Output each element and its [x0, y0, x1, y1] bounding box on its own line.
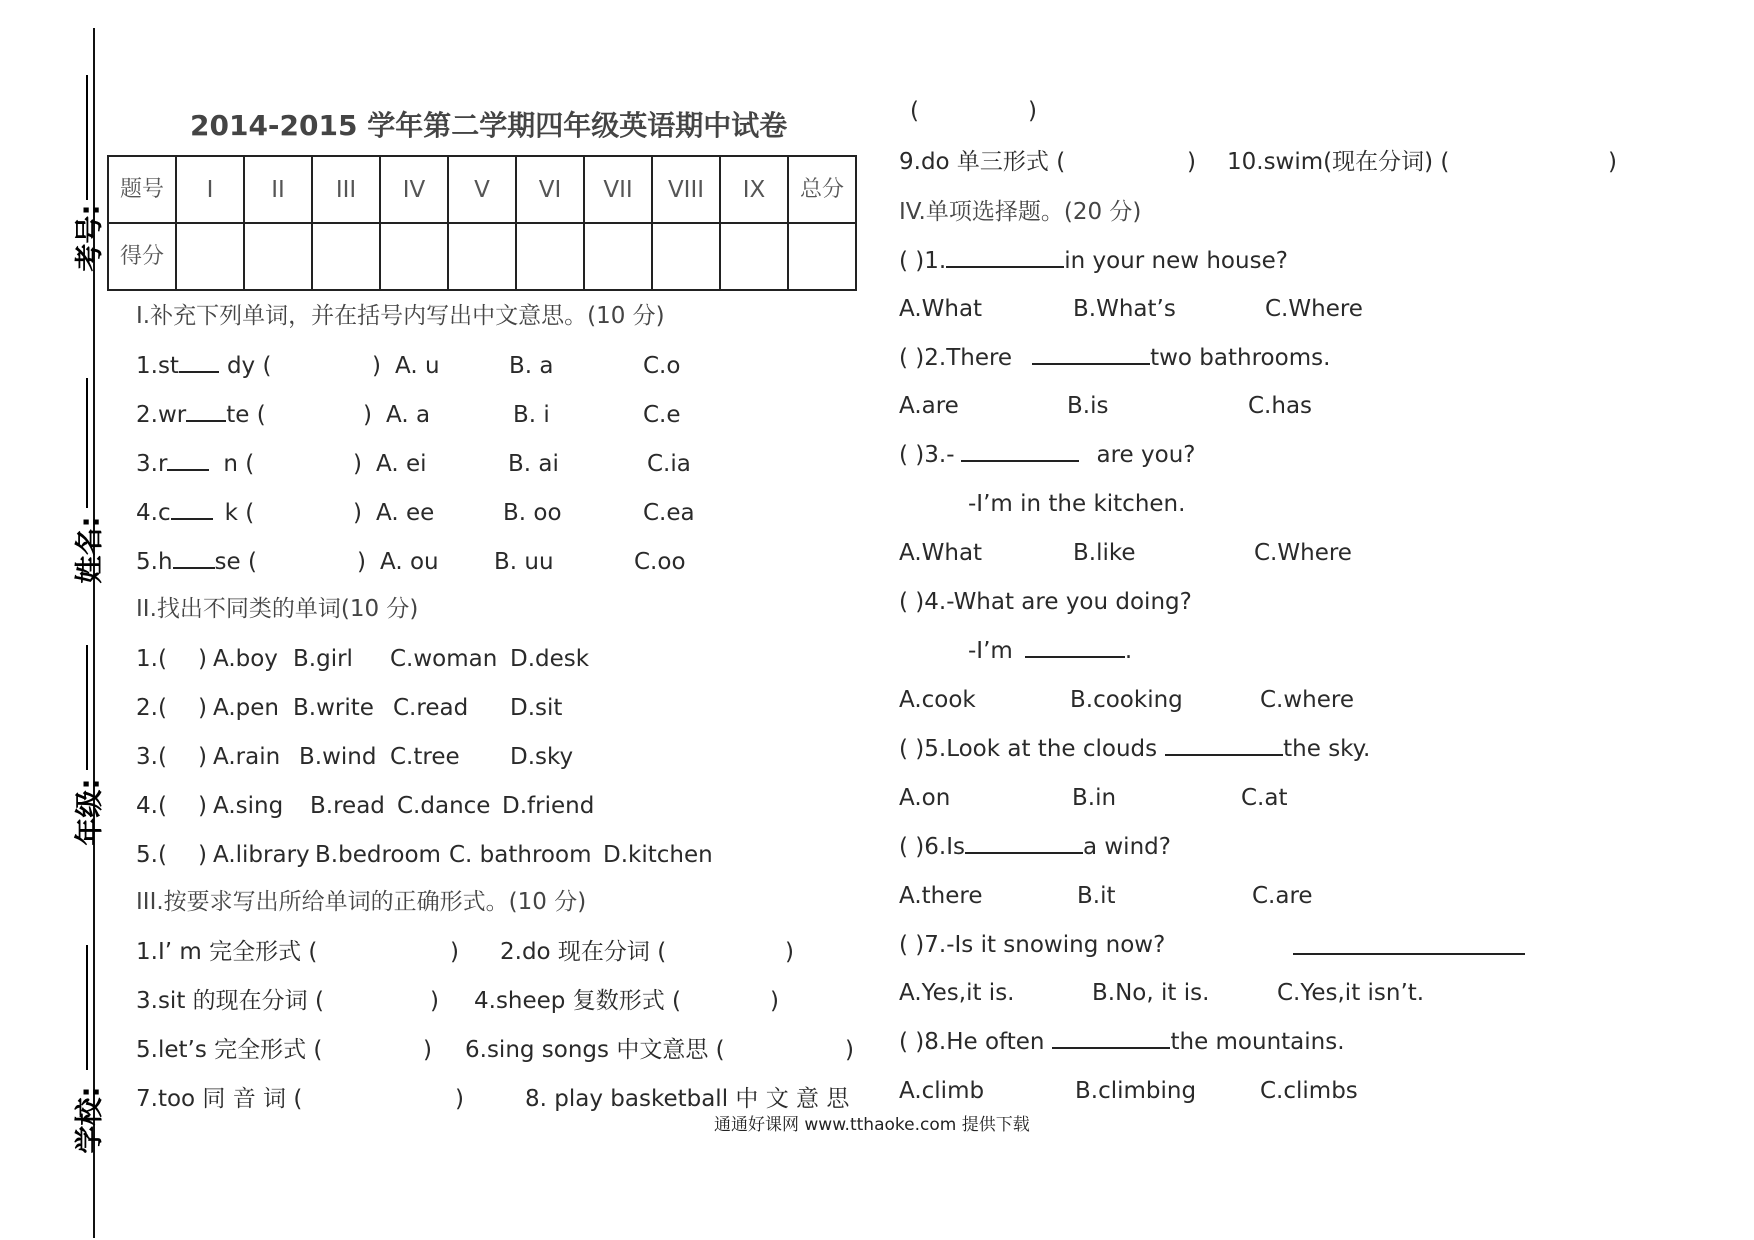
- s4-q4-a: A.cook: [899, 687, 976, 713]
- score-cell[interactable]: [584, 223, 652, 290]
- s4-q8-c: C.climbs: [1260, 1078, 1358, 1104]
- s2-q1-close: ): [198, 646, 207, 672]
- s4-q6-c: C.are: [1252, 883, 1313, 909]
- exam-no-label: 考号:: [72, 204, 106, 272]
- s2-q2-d: D.sit: [510, 695, 563, 721]
- row2-label: 得分: [108, 223, 176, 290]
- s3-q2: 2.do 现在分词 (: [500, 939, 667, 965]
- exam-no-line[interactable]: [86, 75, 88, 200]
- s4-q5-b: B.in: [1072, 785, 1117, 811]
- s4-q4-line2-text: -I’m: [968, 638, 1013, 664]
- s1-q3-close: ): [353, 451, 362, 477]
- score-table: [107, 155, 857, 291]
- s1-q4-b: B. oo: [503, 500, 562, 526]
- answer-blank[interactable]: [179, 371, 219, 373]
- s3-q5: 5.let’s 完全形式 (: [136, 1037, 323, 1063]
- answer-blank[interactable]: [1293, 953, 1525, 955]
- col-3: III: [312, 156, 380, 223]
- s2-q5-num: 5.(: [136, 842, 167, 868]
- answer-blank[interactable]: [171, 518, 213, 520]
- s3-q1-close: ): [450, 939, 459, 965]
- s1-q5-post: se (: [214, 549, 257, 575]
- s1-q5-b: B. uu: [494, 549, 554, 575]
- s4-q5-c: C.at: [1241, 785, 1288, 811]
- s2-q2-a: A.pen: [213, 695, 279, 721]
- s4-q1-a: A.What: [899, 296, 983, 322]
- footer-credit: 通通好课网 www.tthaoke.com 提供下载: [714, 1115, 1030, 1135]
- s4-q6-num: ( )6.Is: [899, 834, 965, 860]
- s1-q1-pre: 1.st: [136, 353, 179, 379]
- s4-q8-after: the mountains.: [1170, 1029, 1345, 1055]
- s2-q2-b: B.write: [293, 695, 374, 721]
- s3-q8-open: (: [910, 98, 919, 124]
- answer-blank[interactable]: [965, 852, 1083, 854]
- s4-q1-num: ( )1.: [899, 248, 947, 274]
- score-cell[interactable]: [244, 223, 312, 290]
- s3-q9-close: ): [1187, 149, 1196, 175]
- s4-q4-num: ( )4.-What are you doing?: [899, 589, 1192, 615]
- score-cell[interactable]: [652, 223, 720, 290]
- s2-q3-a: A.rain: [213, 744, 281, 770]
- answer-blank[interactable]: [1165, 754, 1283, 756]
- s3-q2-close: ): [785, 939, 794, 965]
- s4-q2-num: ( )2.There: [899, 345, 1013, 371]
- s1-q4-post: k (: [224, 500, 255, 526]
- s1-q3: [136, 453, 254, 476]
- s1-q4: [136, 502, 254, 525]
- section-1-heading: I.补充下列单词，并在括号内写出中文意思。(10 分): [136, 303, 665, 329]
- s1-q5-close: ): [357, 549, 366, 575]
- col-7: VII: [584, 156, 652, 223]
- s1-q2-pre: 2.wr: [136, 402, 187, 428]
- s4-q1-c: C.Where: [1265, 296, 1363, 322]
- s4-q8-b: B.climbing: [1075, 1078, 1197, 1104]
- s1-q5-pre: 5.h: [136, 549, 173, 575]
- s4-q7-a: A.Yes,it is.: [899, 980, 1015, 1006]
- s4-q1-after: in your new house?: [1064, 248, 1288, 274]
- s4-q3-after: are you?: [1096, 442, 1196, 468]
- s3-q4: 4.sheep 复数形式 (: [474, 988, 681, 1014]
- s4-q2: [899, 347, 1330, 370]
- s1-q1-c: C.o: [643, 353, 681, 379]
- s1-q1-close: ): [372, 353, 381, 379]
- s4-q8-a: A.climb: [899, 1078, 985, 1104]
- col-6: VI: [516, 156, 584, 223]
- s2-q4-num: 4.(: [136, 793, 167, 819]
- s4-q6-a: A.there: [899, 883, 983, 909]
- s2-q2-num: 2.(: [136, 695, 167, 721]
- s3-q7-close: ): [455, 1086, 464, 1112]
- score-cell[interactable]: [720, 223, 788, 290]
- s1-q4-close: ): [353, 500, 362, 526]
- s2-q5-d: D.kitchen: [603, 842, 713, 868]
- s4-q4-b: B.cooking: [1070, 687, 1183, 713]
- s4-q3: [899, 444, 1196, 467]
- grade-label: 年级:: [72, 778, 106, 846]
- s1-q5-c: C.oo: [634, 549, 686, 575]
- s2-q5-c: C. bathroom: [449, 842, 592, 868]
- section-3-heading: III.按要求写出所给单词的正确形式。(10 分): [136, 889, 587, 915]
- s3-q10: 10.swim(现在分词) (: [1227, 149, 1450, 175]
- s4-q8-num: ( )8.He often: [899, 1029, 1045, 1055]
- s1-q1-post: dy (: [226, 353, 272, 379]
- grade-line[interactable]: [86, 645, 88, 770]
- s1-q2-post: te (: [226, 402, 266, 428]
- s1-q3-b: B. ai: [508, 451, 559, 477]
- answer-blank[interactable]: [1025, 656, 1125, 658]
- s1-q3-post: n (: [223, 451, 255, 477]
- s4-q2-a: A.are: [899, 393, 959, 419]
- s4-q6-b: B.it: [1077, 883, 1116, 909]
- s4-q2-after: two bathrooms.: [1150, 345, 1331, 371]
- total-label: 总分: [788, 156, 856, 223]
- answer-blank[interactable]: [1052, 1047, 1170, 1049]
- s2-q1-num: 1.(: [136, 646, 167, 672]
- s3-q8: 8. play basketball 中 文 意 思: [525, 1086, 850, 1112]
- col-4: IV: [380, 156, 448, 223]
- row1-label: 题号: [108, 156, 176, 223]
- s2-q3-num: 3.(: [136, 744, 167, 770]
- score-cell[interactable]: [788, 223, 856, 290]
- answer-blank[interactable]: [173, 567, 215, 569]
- s2-q3-d: D.sky: [510, 744, 574, 770]
- s2-q1-a: A.boy: [213, 646, 278, 672]
- s2-q3-close: ): [198, 744, 207, 770]
- s4-q4-c: C.where: [1260, 687, 1355, 713]
- s3-q5-close: ): [423, 1037, 432, 1063]
- s2-q4-b: B.read: [310, 793, 385, 819]
- s1-q1-a: A. u: [395, 353, 440, 379]
- s2-q5-b: B.bedroom: [315, 842, 441, 868]
- answer-blank[interactable]: [186, 420, 226, 422]
- s4-q2-b: B.is: [1067, 393, 1109, 419]
- s4-q5: [899, 738, 1370, 761]
- s2-q5-close: ): [198, 842, 207, 868]
- page-title: 2014-2015 学年第二学期四年级英语期中试卷: [190, 109, 788, 142]
- s1-q4-a: A. ee: [376, 500, 435, 526]
- s1-q3-a: A. ei: [376, 451, 427, 477]
- s2-q3-b: B.wind: [299, 744, 377, 770]
- s4-q3-b: B.like: [1073, 540, 1136, 566]
- s1-q4-c: C.ea: [643, 500, 695, 526]
- s3-q6-close: ): [845, 1037, 854, 1063]
- s4-q5-after: the sky.: [1283, 736, 1371, 762]
- s4-q6-after: a wind?: [1082, 834, 1171, 860]
- s4-q4-dot: .: [1124, 638, 1133, 664]
- s1-q2-b: B. i: [513, 402, 550, 428]
- school-label: 学校:: [72, 1086, 106, 1154]
- s4-q4-line2: [968, 640, 1132, 663]
- s2-q4-d: D.friend: [502, 793, 595, 819]
- s4-q3-num: ( )3.-: [899, 442, 955, 468]
- s4-q1-b: B.What’s: [1073, 296, 1176, 322]
- s4-q5-a: A.on: [899, 785, 951, 811]
- score-cell[interactable]: [312, 223, 380, 290]
- name-line[interactable]: [86, 378, 88, 508]
- answer-blank[interactable]: [946, 266, 1064, 268]
- s2-q4-a: A.sing: [213, 793, 284, 819]
- section-2-heading: II.找出不同类的单词(10 分): [136, 596, 419, 622]
- score-cell[interactable]: [176, 223, 244, 290]
- s3-q10-close: ): [1608, 149, 1617, 175]
- s1-q1: [136, 355, 271, 378]
- col-2: II: [244, 156, 312, 223]
- s1-q5: [136, 551, 257, 574]
- answer-blank[interactable]: [167, 469, 209, 471]
- name-label: 姓名:: [72, 516, 106, 584]
- col-1: I: [176, 156, 244, 223]
- s1-q2: [136, 404, 266, 427]
- s1-q3-c: C.ia: [647, 451, 691, 477]
- col-9: IX: [720, 156, 788, 223]
- s1-q4-pre: 4.c: [136, 500, 171, 526]
- s2-q1-d: D.desk: [510, 646, 590, 672]
- s2-q4-c: C.dance: [397, 793, 491, 819]
- s3-q4-close: ): [770, 988, 779, 1014]
- s3-q7: 7.too 同 音 词 (: [136, 1086, 303, 1112]
- s2-q3-c: C.tree: [390, 744, 460, 770]
- s4-q7-c: C.Yes,it isn’t.: [1277, 980, 1425, 1006]
- section-4-heading: IV.单项选择题。(20 分): [899, 199, 1142, 225]
- s4-q3-c: C.Where: [1254, 540, 1352, 566]
- s1-q2-a: A. a: [386, 402, 431, 428]
- s2-q1-c: C.woman: [390, 646, 498, 672]
- s2-q5-a: A.library: [213, 842, 310, 868]
- s4-q1: [899, 250, 1288, 273]
- s4-q5-num: ( )5.Look at the clouds: [899, 736, 1158, 762]
- s1-q5-a: A. ou: [380, 549, 439, 575]
- s1-q1-b: B. a: [509, 353, 554, 379]
- s2-q1-b: B.girl: [293, 646, 353, 672]
- s3-q1: 1.I’ m 完全形式 (: [136, 939, 318, 965]
- s4-q2-c: C.has: [1248, 393, 1313, 419]
- s3-q9: 9.do 单三形式 (: [899, 149, 1066, 175]
- col-5: V: [448, 156, 516, 223]
- s4-q7-b: B.No, it is.: [1092, 980, 1210, 1006]
- s3-q6: 6.sing songs 中文意思 (: [465, 1037, 725, 1063]
- col-8: VIII: [652, 156, 720, 223]
- s4-q3-line2: -I’m in the kitchen.: [968, 491, 1186, 517]
- s2-q2-close: ): [198, 695, 207, 721]
- answer-blank[interactable]: [1032, 363, 1150, 365]
- s4-q8: [899, 1031, 1345, 1054]
- s3-q3: 3.sit 的现在分词 (: [136, 988, 324, 1014]
- s3-q3-close: ): [430, 988, 439, 1014]
- s2-q4-close: ): [198, 793, 207, 819]
- school-line[interactable]: [86, 945, 88, 1070]
- score-cell[interactable]: [380, 223, 448, 290]
- s1-q2-c: C.e: [643, 402, 681, 428]
- s1-q3-pre: 3.r: [136, 451, 168, 477]
- s2-q2-c: C.read: [393, 695, 469, 721]
- s4-q3-a: A.What: [899, 540, 983, 566]
- s4-q7-num: ( )7.-Is it snowing now?: [899, 932, 1166, 958]
- s3-q8-close: ): [1028, 98, 1037, 124]
- s4-q6: [899, 836, 1171, 859]
- score-cell[interactable]: [448, 223, 516, 290]
- answer-blank[interactable]: [961, 460, 1079, 462]
- score-cell[interactable]: [516, 223, 584, 290]
- s1-q2-close: ): [363, 402, 372, 428]
